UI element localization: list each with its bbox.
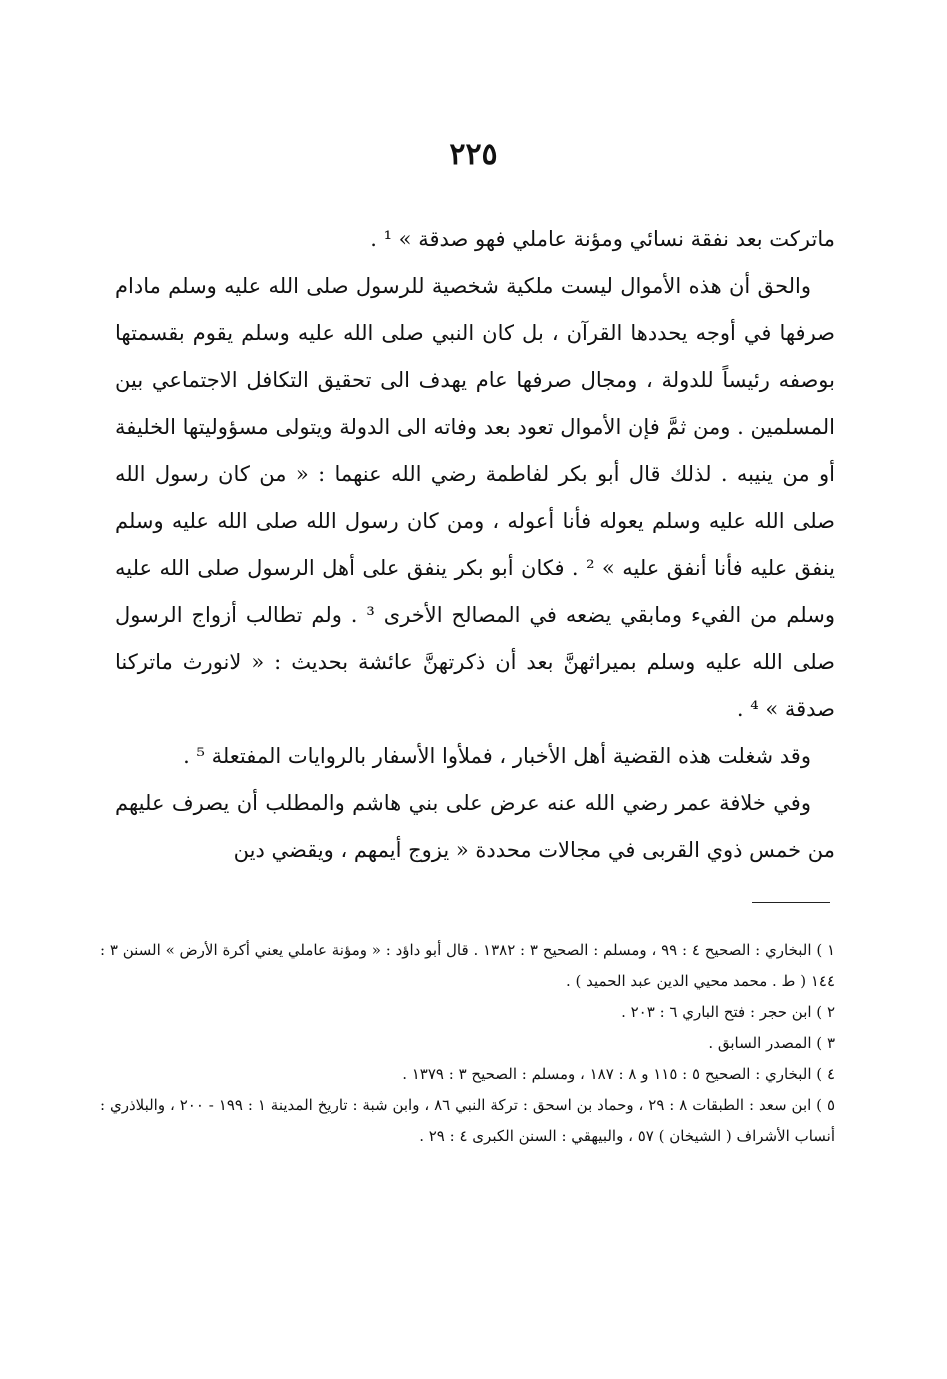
page-number: ٢٢٥ xyxy=(449,137,498,172)
paragraph-3: وقد شغلت هذه القضية أهل الأخبار ، فملأوا الأسفار بالروايات المفتعلة ⁵ . xyxy=(183,744,811,768)
footnote-3: ٣ ) المصدر السابق . xyxy=(708,1034,835,1052)
footnote-5: ٥ ) ابن سعد : الطبقات ٨ : ٢٩ ، وحماد بن اسحق : تركة النبي ٨٦ ، وابن شبة : تاريخ المدينة ١ : ١٩٩ - ٢٠٠ ، والبلاذري : أنساب الأشراف ( الشيخان ) ٥٧ ، والبيهقي : السنن الكبرى ٤ : ٢٩ . xyxy=(100,1096,836,1145)
footnote-1: ١ ) البخاري : الصحيح ٤ : ٩٩ ، ومسلم : الصحيح ٣ : ١٣٨٢ . قال أبو داؤد : « ومؤنة عاملي يعني أكرة الأرض » السنن ٣ : ١٤٤ ( ط . محمد محيي الدين عبد الحميد ) . xyxy=(100,941,836,990)
footnote-4: ٤ ) البخاري : الصحيح ٥ : ١١٥ و ٨ : ١٨٧ ، ومسلم : الصحيح ٣ : ١٣٧٩ . xyxy=(402,1065,835,1083)
footnote-divider xyxy=(752,902,830,903)
footnote-2: ٢ ) ابن حجر : فتح الباري ٦ : ٢٠٣ . xyxy=(621,1003,835,1021)
paragraph-2: والحق أن هذه الأموال ليست ملكية شخصية للرسول صلى الله عليه وسلم مادام صرفها في أوجه يحددها القرآن ، بل كان النبي صلى الله عليه وسلم يقوم بقسمتها بوصفه رئيساً للدولة ، ومجال صرفها عام يهدف الى تحقيق التكافل الاجتماعي بين المسلمين . ومن ثمَّ فإن الأموال تعود بعد وفاته الى الدولة ويتولى مسؤوليتها الخليفة أو من ينيبه . لذلك قال أبو بكر لفاطمة رضي الله عنهما : « من كان رسول الله صلى الله عليه وسلم يعوله فأنا أعوله ، ومن كان رسول الله صلى الله عليه وسلم ينفق عليه فأنا أنفق عليه » ² . فكان أبو بكر ينفق على أهل الرسول صلى الله عليه وسلم من الفيء ومابقي يضعه في المصالح الأخرى ³ . ولم تطالب أزواج الرسول صلى الله عليه وسلم بميراثهنَّ بعد أن ذكرتهنَّ عائشة بحديث : « لانورث ماتركنا صدقة » ⁴ . xyxy=(115,274,835,721)
main-text xyxy=(115,216,835,874)
footnotes xyxy=(100,935,835,1152)
paragraph-1: ماتركت بعد نفقة نسائي ومؤنة عاملي فهو صدقة » ¹ . xyxy=(370,227,835,251)
paragraph-4: وفي خلافة عمر رضي الله عنه عرض على بني هاشم والمطلب أن يصرف عليهم من خمس ذوي القربى في مجالات محددة « يزوج أيمهم ، ويقضي دين xyxy=(115,791,835,862)
